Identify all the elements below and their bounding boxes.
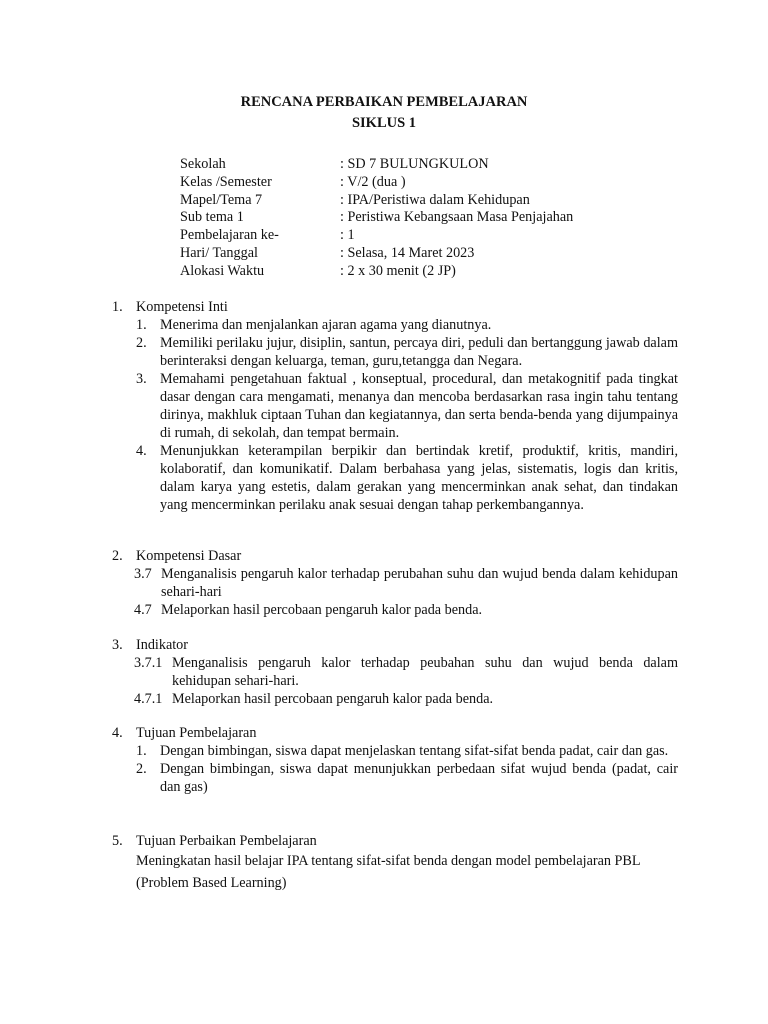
info-value: : V/2 (dua ) xyxy=(340,173,406,190)
section-heading xyxy=(112,298,678,316)
item-text: Menerima dan menjalankan ajaran agama yang dianutnya. xyxy=(160,317,492,333)
item-text: Menunjukkan keterampilan berpikir dan bertindak kretif, produktif, kritis, mandiri, kolaboratif, dan komunikatif. Dalam berbahasa yang jelas, sistematis, logis dan kritis, dalam karya yang estetis, dalam gerakan yang mencerminkan anak sehat, dan tindakan yang mencerminkan perilaku anak sesuai dengan tahap perkembangannya. xyxy=(160,443,678,513)
info-row xyxy=(180,262,573,280)
identity-table xyxy=(180,155,573,280)
info-label: Sekolah xyxy=(180,156,226,172)
item-text: Memahami pengetahuan faktual , konseptual, procedural, dan metakognitif pada tingkat dasar dengan cara mengamati, menanya dan mencoba berdasarkan rasa ingin tahu tentang dirinya, makhluk ciptaan Tuhan dan kegiatannya, dan serta benda-benda yang dijumpainya di rumah, di sekolah, dan tempat bermain. xyxy=(160,371,678,441)
section-heading xyxy=(112,724,678,742)
item-text: Dengan bimbingan, siswa dapat menunjukkan perbedaan sifat wujud benda (padat, cair dan gas) xyxy=(160,761,678,795)
info-row xyxy=(180,191,573,209)
section-heading xyxy=(112,547,678,565)
item-text: Melaporkan hasil percobaan pengaruh kalor pada benda. xyxy=(172,691,494,707)
info-value: : 1 xyxy=(340,227,355,244)
section-heading xyxy=(112,832,678,850)
section-kompetensi-inti xyxy=(112,298,678,514)
item-number: 1. xyxy=(136,743,147,759)
list-item xyxy=(134,601,678,619)
list-item xyxy=(134,690,678,708)
info-row xyxy=(180,208,573,226)
item-number: 3.7 xyxy=(134,566,152,582)
item-number: 4.7.1 xyxy=(134,691,163,707)
item-number: 2. xyxy=(136,335,147,351)
list-item xyxy=(136,334,678,370)
info-value: : Selasa, 14 Maret 2023 xyxy=(340,244,475,261)
item-number: 3.7.1 xyxy=(134,655,163,671)
item-text: Melaporkan hasil percobaan pengaruh kalor pada benda. xyxy=(161,602,483,618)
list-item xyxy=(136,742,678,760)
section-number: 5. xyxy=(112,833,123,849)
section-title: Indikator xyxy=(136,637,189,653)
list-item xyxy=(134,654,678,690)
info-label: Hari/ Tanggal xyxy=(180,244,258,261)
section-number: 3. xyxy=(112,637,123,653)
item-number: 2. xyxy=(136,761,147,777)
list-item xyxy=(134,565,678,601)
section-tujuan-perbaikan xyxy=(112,832,678,894)
item-number: 4. xyxy=(136,443,147,459)
document-title: RENCANA PERBAIKAN PEMBELAJARAN xyxy=(240,94,528,110)
section-heading xyxy=(112,636,678,654)
document-subtitle: SIKLUS 1 xyxy=(351,115,417,131)
info-label: Alokasi Waktu xyxy=(180,262,265,279)
info-label: Pembelajaran ke- xyxy=(180,227,279,244)
section-number: 2. xyxy=(112,548,123,564)
info-row xyxy=(180,244,573,262)
info-label: Mapel/Tema 7 xyxy=(180,191,263,208)
section-indikator xyxy=(112,636,678,708)
info-row xyxy=(180,173,573,191)
section-title: Tujuan Pembelajaran xyxy=(136,725,257,741)
item-text: Menganalisis pengaruh kalor terhadap peubahan suhu dan wujud benda dalam kehidupan sehari-hari. xyxy=(172,655,678,689)
item-number: 4.7 xyxy=(134,602,152,618)
item-number: 3. xyxy=(136,371,147,387)
item-text: Menganalisis pengaruh kalor terhadap perubahan suhu dan wujud benda dalam kehidupan sehari-hari xyxy=(161,566,678,600)
section-kompetensi-dasar xyxy=(112,547,678,619)
info-value: : IPA/Peristiwa dalam Kehidupan xyxy=(340,191,530,208)
item-number: 1. xyxy=(136,317,147,333)
info-value: : SD 7 BULUNGKULON xyxy=(340,156,489,172)
section-title: Kompetensi Inti xyxy=(136,299,228,315)
section-tujuan-pembelajaran xyxy=(112,724,678,796)
info-row xyxy=(180,155,573,173)
section-title: Tujuan Perbaikan Pembelajaran xyxy=(136,833,317,849)
section-number: 1. xyxy=(112,299,123,315)
item-text: Memiliki perilaku jujur, disiplin, santun, percaya diri, peduli dan bertanggung jawab dalam berinteraksi dengan keluarga, teman, guru,tetangga dan Negara. xyxy=(160,335,678,369)
list-item xyxy=(136,370,678,442)
section-number: 4. xyxy=(112,725,123,741)
section-title: Kompetensi Dasar xyxy=(136,548,242,564)
list-item xyxy=(136,442,678,514)
info-label: Sub tema 1 xyxy=(180,209,244,226)
info-value: : 2 x 30 menit (2 JP) xyxy=(340,262,456,279)
list-item xyxy=(136,760,678,796)
section-paragraph: Meningkatan hasil belajar IPA tentang sifat-sifat benda dengan model pembelajaran PBL (Problem Based Learning) xyxy=(136,853,641,891)
info-row xyxy=(180,226,573,244)
info-label: Kelas /Semester xyxy=(180,173,272,190)
item-text: Dengan bimbingan, siswa dapat menjelaskan tentang sifat-sifat benda padat, cair dan gas. xyxy=(160,743,669,759)
info-value: : Peristiwa Kebangsaan Masa Penjajahan xyxy=(340,209,574,226)
list-item xyxy=(136,316,678,334)
